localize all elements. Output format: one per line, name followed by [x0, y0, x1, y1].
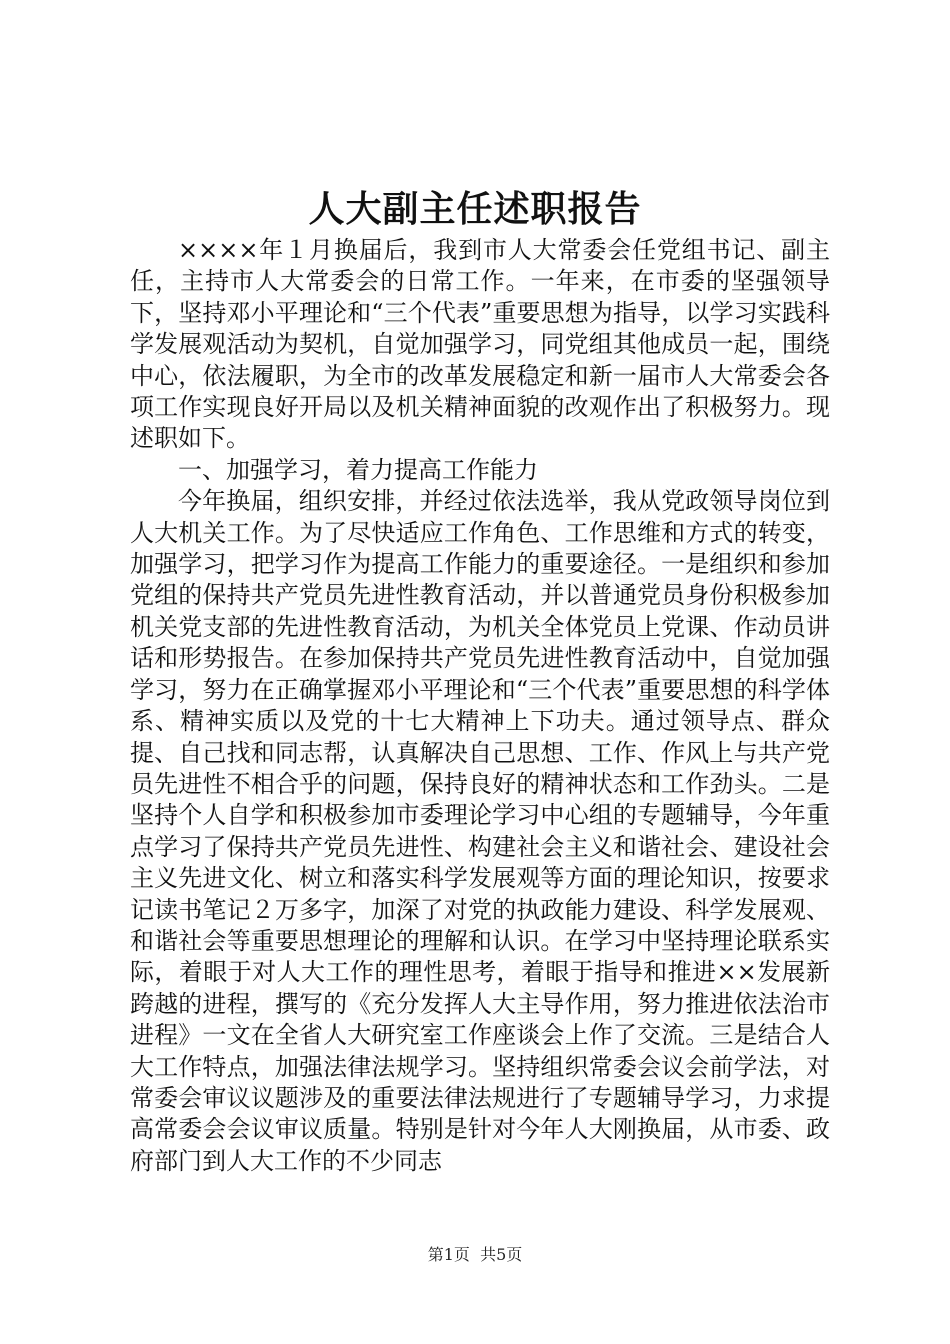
document-body [130, 235, 830, 1177]
page-footer [0, 1244, 950, 1266]
page-indicator: 第1页 共5页 [427, 1245, 523, 1264]
section-heading: 一、加强学习，着力提高工作能力 [178, 455, 538, 484]
paragraph-intro: ××××年１月换届后，我到市人大常委会任党组书记、副主任，主持市人大常委会的日常工作。一年来，在市委的坚强领导下，坚持邓小平理论和“三个代表”重要思想为指导，以学习实践科学发展观活动为契机，自觉加强学习，同党组其他成员一起，围绕中心，依法履职，为全市的改革发展稳定和新一届市人大常委会各项工作实现良好开局以及机关精神面貌的改观作出了积极努力。现述职如下。 [130, 236, 830, 453]
document-title: 人大副主任述职报告 [308, 188, 642, 230]
paragraph-study: 今年换届，组织安排，并经过依法选举，我从党政领导岗位到人大机关工作。为了尽快适应工作角色、工作思维和方式的转变，加强学习，把学习作为提高工作能力的重要途径。一是组织和参加党组的保持共产党员先进性教育活动，并以普通党员身份积极参加机关党支部的先进性教育活动，为机关全体党员上党课、作动员讲话和形势报告。在参加保持共产党员先进性教育活动中，自觉加强学习，努力在正确掌握邓小平理论和“三个代表”重要思想的科学体系、精神实质以及党的十七大精神上下功夫。通过领导点、群众提、自己找和同志帮，认真解决自己思想、工作、作风上与共产党员先进性不相合乎的问题，保持良好的精神状态和工作劲头。二是坚持个人自学和积极参加市委理论学习中心组的专题辅导，今年重点学习了保持共产党员先进性、构建社会主义和谐社会、建设社会主义先进文化、树立和落实科学发展观等方面的理论知识，按要求记读书笔记２万多字，加深了对党的执政能力建设、科学发展观、和谐社会等重要思想理论的理解和认识。在学习中坚持理论联系实际，着眼于对人大工作的理性思考，着眼于指导和推进××发展新跨越的进程，撰写的《充分发挥人大主导作用，努力推进依法治市进程》一文在全省人大研究室工作座谈会上作了交流。三是结合人大工作特点，加强法律法规学习。坚持组织常委会议会前学法，对常委会审议议题涉及的重要法律法规进行了专题辅导学习，力求提高常委会会议审议质量。特别是针对今年人大刚换届，从市委、政府部门到人大工作的不少同志 [130, 487, 830, 1175]
